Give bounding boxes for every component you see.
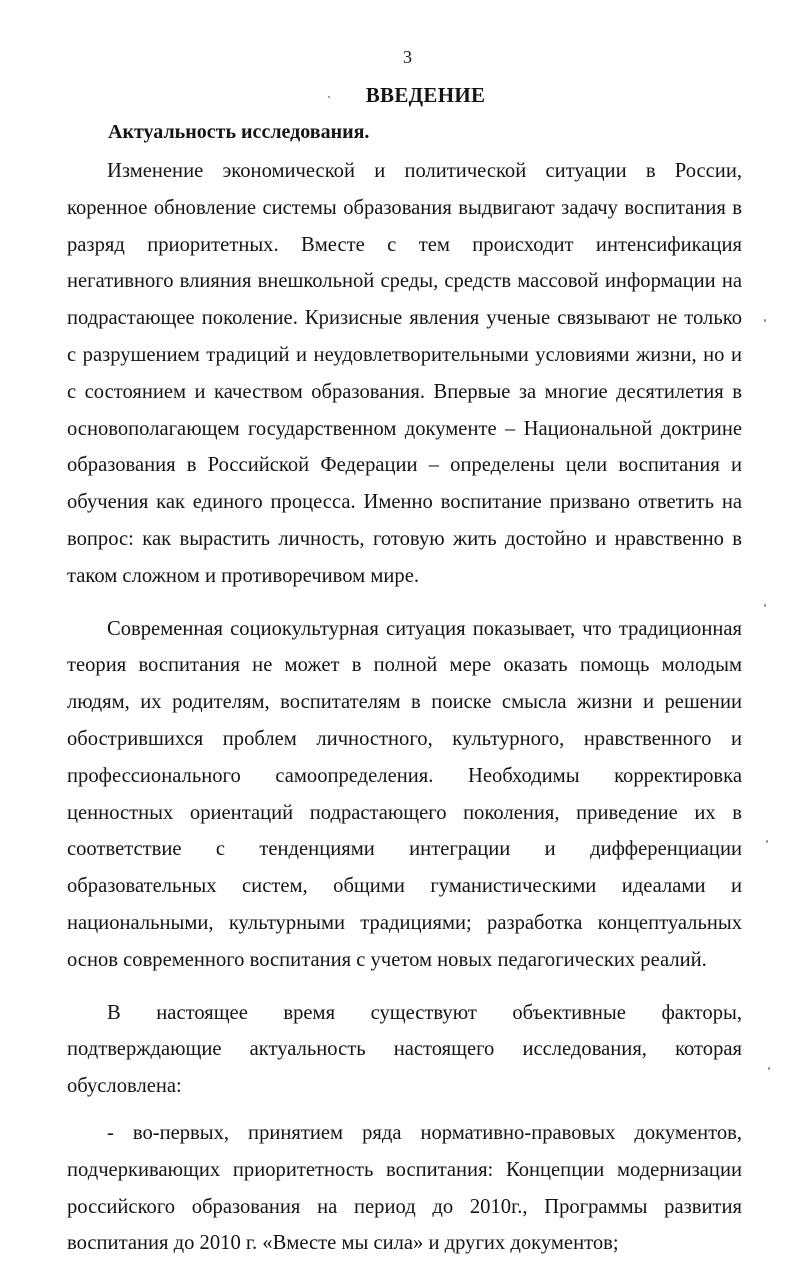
scan-speck	[764, 604, 766, 607]
paragraph: Изменение экономической и политической ситуации в России, коренное обновление системы образования выдвигают задачу воспитания в разряд приоритетных. Вместе с тем происходит интенсификация негативного влияния внешкольной среды, средств массовой информации на подрастающее поколение. Кризисные явления ученые связывают не только с разрушением традиций и неудовлетворительными условиями жизни, но и с состоянием и качеством образования. Впервые за многие десятилетия в основополагающем государственном документе – Национальной доктрине образования в Российской Федерации – определены цели воспитания и обучения как единого процесса. Именно воспитание призвано ответить на вопрос: как вырастить личность, готовую жить достойно и нравственно в таком сложном и противоречивом мире.	[67, 160, 742, 587]
subsection-heading: Актуальность исследования.	[108, 121, 370, 143]
scan-speck	[766, 840, 768, 843]
section-heading: ВВЕДЕНИЕ	[365, 83, 486, 107]
body-text	[67, 153, 742, 1278]
scan-speck	[328, 96, 330, 98]
paragraph: Современная социокультурная ситуация показывает, что традиционная теория воспитания не может в полной мере оказать помощь молодым людям, их родителям, воспитателям в поиске смысла жизни и решении обострившихся проблем личностного, культурного, нравственного и профессионального самоопределения. Необходимы корректировка ценностных ориентаций подрастающего поколения, приведение их в соответствие с тенденциями интеграции и дифференциации образовательных систем, общими гуманистическими идеалами и национальными, культурными традициями; разработка концептуальных основ современного воспитания с учетом новых педагогических реалий.	[67, 617, 742, 971]
paragraph: В настоящее время существуют объективные факторы, подтверждающие актуальность настоящего исследования, которая обусловлена:	[67, 1001, 742, 1098]
scan-speck	[768, 1067, 770, 1070]
scan-speck	[764, 319, 766, 322]
paragraph: - во-первых, принятием ряда нормативно-правовых документов, подчеркивающих приоритетность воспитания: Концепции модернизации российского образования на период до 2010г., Программы развития воспитания до 2010 г. «Вместе мы сила» и других документов;	[67, 1121, 742, 1255]
page-number: 3	[403, 47, 412, 67]
